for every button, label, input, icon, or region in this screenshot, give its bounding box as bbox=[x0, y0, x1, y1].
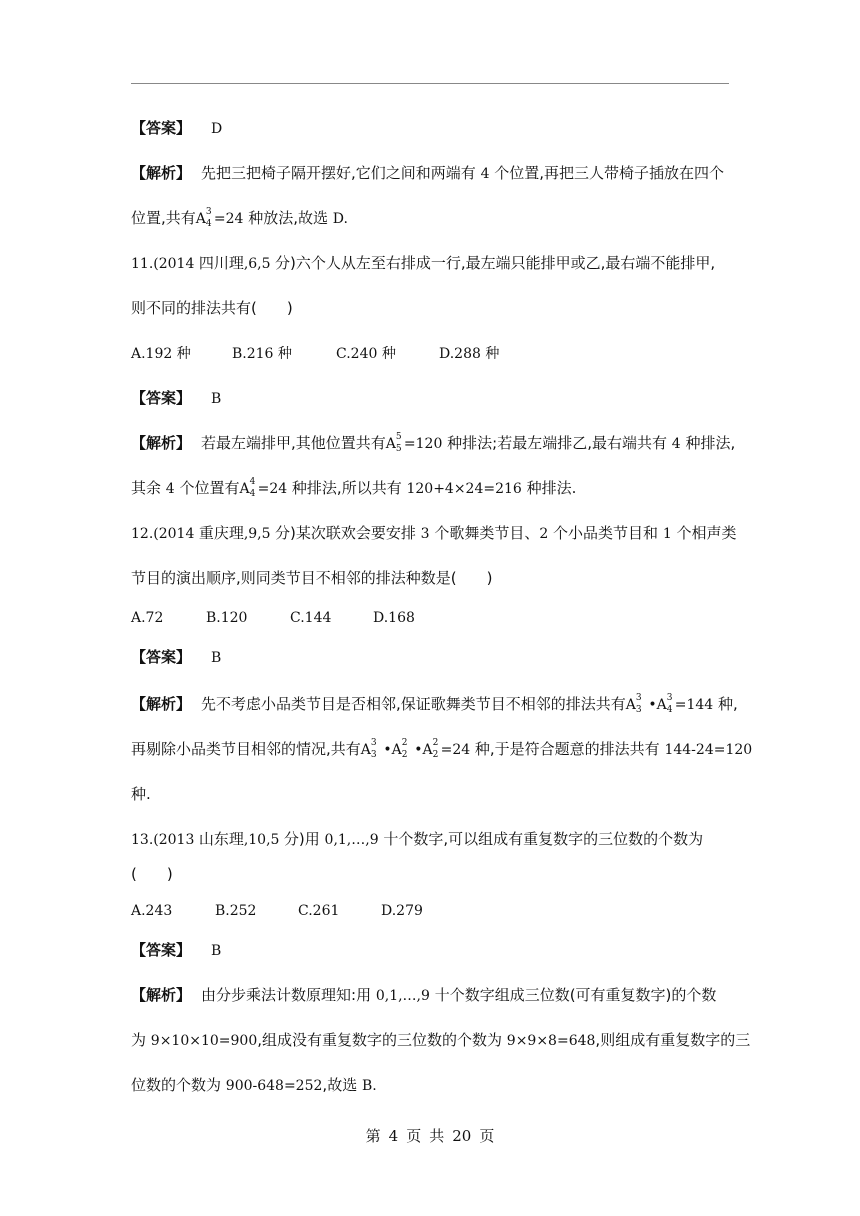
answer-value: B bbox=[211, 943, 222, 959]
answer-label: 【答案】 bbox=[131, 119, 192, 137]
question-13-stem-1: 13.(2013 山东理,10,5 分)用 0,1,…,9 十个数字,可以组成有重复数字的三位数的个数为 bbox=[131, 830, 704, 848]
analysis-line-q12-1: 【解析】 先不考虑小品类节目是否相邻,保证歌舞类节目不相邻的排法共有A 3 3 •A 3 4 =144 种, bbox=[131, 693, 738, 715]
answer-value: D bbox=[211, 121, 223, 137]
option-d: D.288 种 bbox=[439, 346, 500, 362]
question-12-stem-1: 12.(2014 重庆理,9,5 分)某次联欢会要安排 3 个歌舞类节目、2 个小品类节目和 1 个相声类 bbox=[131, 524, 737, 542]
answer-label: 【答案】 bbox=[131, 941, 192, 959]
arrangement-symbol: A bbox=[391, 742, 402, 758]
analysis-line-q11-2: 其余 4 个位置有A 4 4 =24 种排法,所以共有 120+4×24=216 种排法. bbox=[131, 477, 577, 499]
answer-value: B bbox=[211, 391, 222, 407]
analysis-line-q13-2: 为 9×10×10=900,组成没有重复数字的三位数的个数为 9×9×8=648,则组成有重复数字的三 bbox=[131, 1031, 751, 1049]
option-d: D.279 bbox=[381, 903, 423, 919]
analysis-line-q12-2: 再剔除小品类节目相邻的情况,共有A 3 3 •A 2 2 •A 2 2 =24 种,于是符合题意的排法共有 144-24=120 bbox=[131, 738, 753, 760]
question-12-options bbox=[131, 607, 415, 628]
analysis-line-q12-3: 种. bbox=[131, 785, 151, 803]
answer-label: 【答案】 bbox=[131, 389, 192, 407]
option-d: D.168 bbox=[373, 610, 415, 626]
answer-line-q12 bbox=[131, 647, 221, 668]
question-11-options bbox=[131, 343, 499, 364]
arrangement-symbol: A bbox=[360, 742, 371, 758]
question-11-stem-2: 则不同的排法共有( ) bbox=[131, 299, 293, 317]
total-pages: 20 bbox=[452, 1127, 472, 1145]
answer-value: B bbox=[211, 650, 222, 666]
option-c: C.240 种 bbox=[336, 346, 396, 362]
option-c: C.261 bbox=[298, 903, 340, 919]
option-b: B.120 bbox=[206, 610, 248, 626]
question-12-stem-2: 节目的演出顺序,则同类节目不相邻的排法种数是( ) bbox=[131, 569, 493, 587]
option-a: A.72 bbox=[131, 610, 164, 626]
page-number: 4 bbox=[388, 1127, 399, 1145]
analysis-line-q13-3: 位数的个数为 900-648=252,故选 B. bbox=[131, 1076, 377, 1094]
header-rule bbox=[131, 83, 729, 84]
analysis-line-q10-2: 位置,共有A 3 4 =24 种放法,故选 D. bbox=[131, 207, 348, 229]
question-13-stem-2: ( ) bbox=[131, 865, 173, 883]
arrangement-symbol: A bbox=[656, 697, 667, 713]
page-footer: 第 4 页 共 20 页 bbox=[365, 1127, 495, 1145]
arrangement-symbol: A bbox=[625, 697, 636, 713]
analysis-line-q10-1: 【解析】 先把三把椅子隔开摆好,它们之间和两端有 4 个位置,再把三人带椅子插放在四个 bbox=[131, 164, 725, 182]
option-a: A.192 种 bbox=[131, 346, 191, 362]
option-a: A.243 bbox=[131, 903, 173, 919]
arrangement-symbol: A bbox=[195, 211, 206, 227]
analysis-line-q11-1: 【解析】 若最左端排甲,其他位置共有A 5 5 =120 种排法;若最左端排乙,最右端共有 4 种排法, bbox=[131, 432, 736, 454]
analysis-label: 【解析】 bbox=[131, 695, 192, 713]
option-c: C.144 bbox=[290, 610, 332, 626]
answer-line-q10 bbox=[131, 118, 222, 139]
question-11-stem-1: 11.(2014 四川理,6,5 分)六个人从左至右排成一行,最左端只能排甲或乙,最右端不能排甲, bbox=[131, 254, 716, 272]
option-b: B.216 种 bbox=[232, 346, 292, 362]
answer-label: 【答案】 bbox=[131, 648, 192, 666]
analysis-label: 【解析】 bbox=[131, 434, 192, 452]
arrangement-symbol: A bbox=[385, 436, 396, 452]
answer-line-q13 bbox=[131, 940, 221, 961]
answer-line-q11 bbox=[131, 388, 221, 409]
arrangement-symbol: A bbox=[239, 481, 250, 497]
analysis-label: 【解析】 bbox=[131, 164, 192, 182]
question-13-options bbox=[131, 900, 423, 921]
analysis-label: 【解析】 bbox=[131, 986, 192, 1004]
arrangement-symbol: A bbox=[422, 742, 433, 758]
option-b: B.252 bbox=[215, 903, 257, 919]
analysis-line-q13-1: 【解析】 由分步乘法计数原理知:用 0,1,…,9 十个数字组成三位数(可有重复数字)的个数 bbox=[131, 986, 717, 1004]
